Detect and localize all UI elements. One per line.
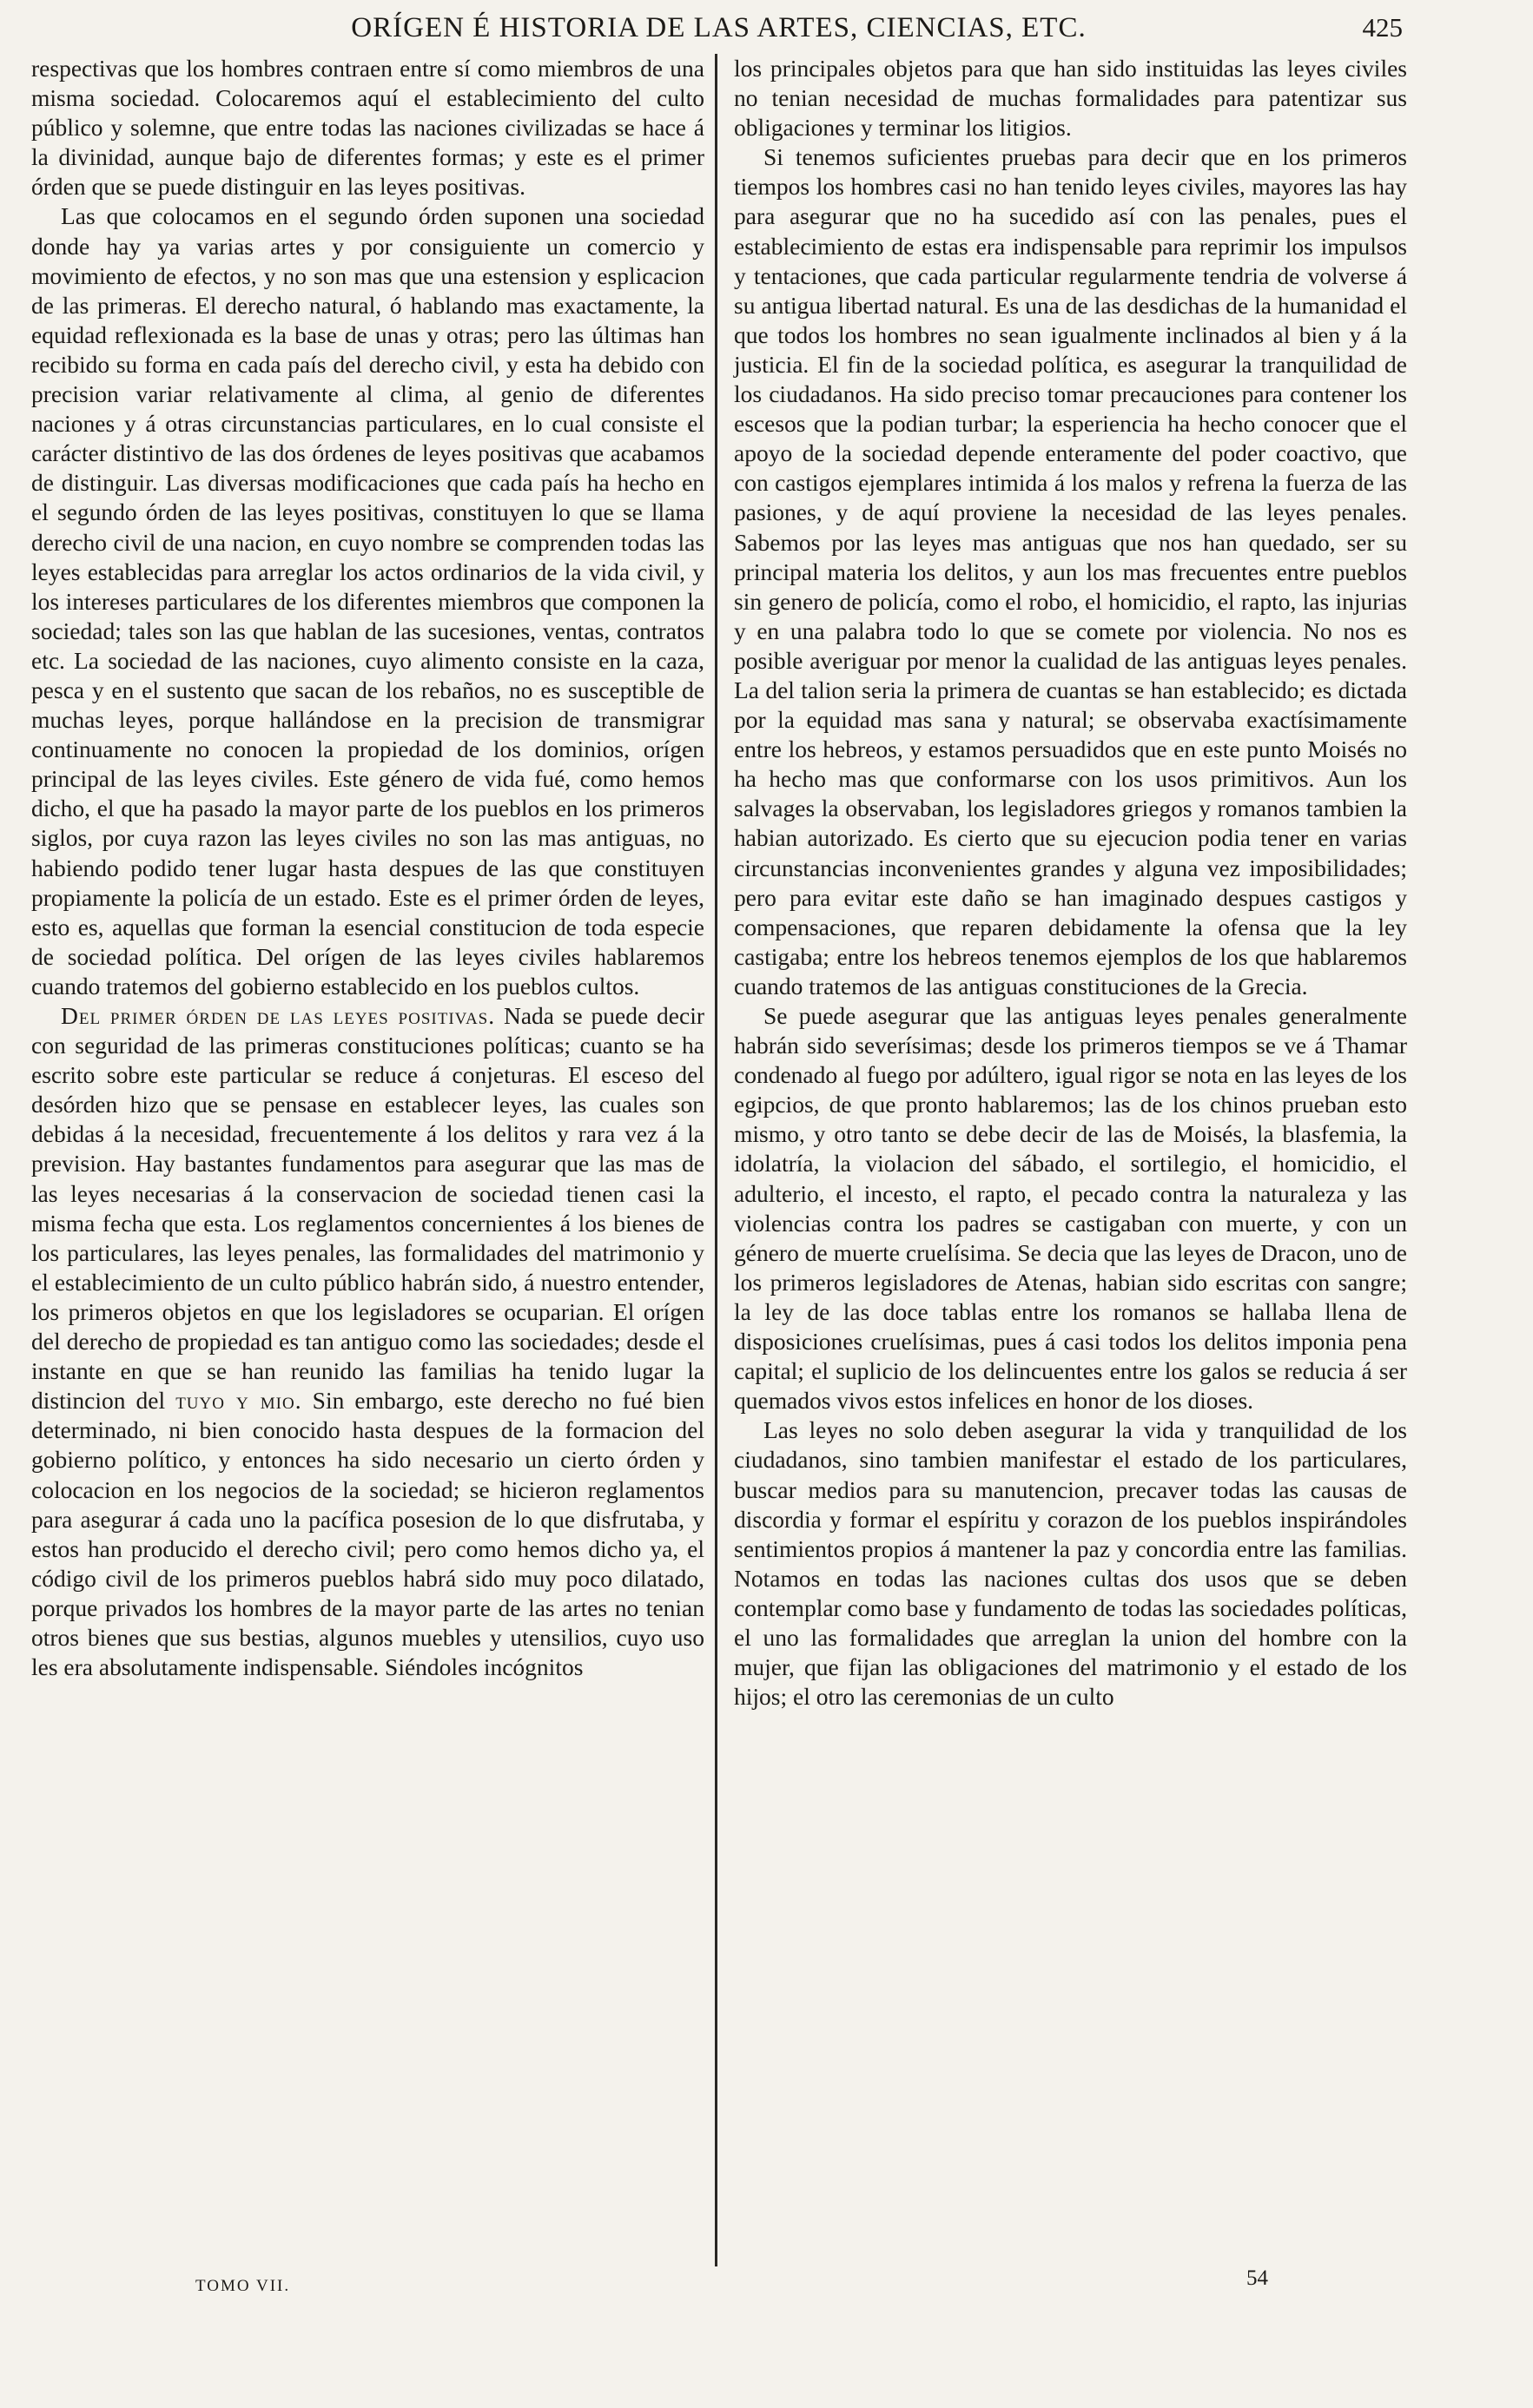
right-paragraph-2: Si tenemos suficientes pruebas para decir que en los primeros tiempos los hombres casi no han tenido leyes civiles, mayores las hay para asegurar que no ha sucedido así con las penales, pues el establecimiento de estas era indispensable para reprimir los impulsos y tentaciones, que cada particular regularmente tendria de volverse á su antigua libertad natural. Es una de las desdichas de la humanidad el que todos los hombres no sean igualmente inclinados al bien y á la justicia. El fin de la sociedad política, es asegurar la tranquilidad de los ciudadanos. Ha sido preciso tomar precauciones para contener los escesos que la podian turbar; la esperiencia ha hecho conocer que el apoyo de la sociedad depende enteramente del poder coactivo, que con castigos ejemplares intimida á los malos y refrena la fuerza de las pasiones, y de aquí proviene la necesidad de las leyes penales. Sabemos por las leyes mas antiguas que nos han quedado, ser su principal materia los delitos, y aun los mas frecuentes entre pueblos sin genero de policía, como el robo, el homicidio, el rapto, las injurias y en una palabra todo lo que se comete por violencia. No nos es posible averiguar por menor la cualidad de las antiguas leyes penales. La del talion seria la primera de cuantas se han establecido; es dictada por la equidad mas sana y natural; se observaba exactísimamente entre los hebreos, y estamos persuadidos que en este punto Moisés no ha hecho mas que conformarse con los usos primitivos. Aun los salvages la observaban, los legisladores griegos y romanos tambien la habian autorizado. Es cierto que su ejecucion podia tener en varias circunstancias inconvenientes grandes y alguna vez imposibilidades; pero para evitar este daño se han imaginado despues castigos y compensaciones, que reparen debidamente la ofensa que la ley castigaba; entre los hebreos tenemos ejemplos de los que hablaremos cuando tratemos de las antiguas constituciones de la Grecia. [734,143,1407,999]
left-paragraph-3 [31,1001,704,1682]
left-paragraph-3-text: Nada se puede decir con seguridad de las primeras constituciones políticas; cuanto se ha escrito sobre este particular se reduce á conjeturas. El esceso del desórden hizo que se pensase en establecer leyes, las cuales son debidas á la necesidad, frecuentemente á los delitos y rara vez á la prevision. Hay bastantes fundamentos para asegurar que las mas de las leyes necesarias á la conservacion de sociedad tienen casi la misma fecha que esta. Los reglamentos concernientes á los bienes de los particulares, las leyes penales, las formalidades del matrimonio y el establecimiento de un culto público habrán sido, á nuestro entender, los primeros objetos en que los legisladores se ocuparian. El orígen del derecho de propiedad es tan antiguo como las sociedades; desde el instante en que se han reunido las familias ha tenido lugar la distincion del [31,1002,704,1415]
left-paragraph-1: respectivas que los hombres contraen entre sí como miembros de una misma sociedad. Colocaremos aquí el establecimiento del culto público y solemne, que entre todas las naciones civilizadas se hace á la divinidad, aunque bajo de diferentes formas; y este es el primer órden que se puede distinguir en las leyes positivas. [31,55,704,201]
right-paragraph-1: los principales objetos para que han sido instituidas las leyes civiles no tenian necesidad de muchas formalidades para patentizar sus obligaciones y terminar los litigios. [734,55,1407,142]
right-paragraph-4: Las leyes no solo deben asegurar la vida y tranquilidad de los ciudadanos, sino tambien manifestar el estado de los particulares, buscar medios para su manutencion, precaver todas las causas de discordia y formar el espíritu y corazon de los pueblos inspirándoles sentimientos propios á mantener la paz y concordia entre las familias. Notamos en todas las naciones cultas dos usos que se deben contemplar como base y fundamento de todas las sociedades políticas, el uno las formalidades que arreglan la union del hombre con la mujer, que fijan las obligaciones del matrimonio y el estado de los hijos; el otro las ceremonias de un culto [734,1416,1407,1711]
column-divider [715,54,717,2266]
running-title: ORÍGEN É HISTORIA DE LAS ARTES, CIENCIAS, ETC. [351,12,1087,43]
right-paragraph-3: Se puede asegurar que las antiguas leyes penales generalmente habrán sido severísimas; desde los primeros tiempos se ve á Thamar condenado al fuego por adúltero, igual rigor se nota en las leyes de los egipcios, de que pronto hablaremos; las de los chinos prueban esto mismo, y otro tanto se debe decir de las de Moisés, la blasfemia, la idolatría, la violacion del sábado, el sortilegio, el homicidio, el adulterio, el incesto, el rapto, el pecado contra la naturaleza y las violencias contra los padres se castigaban con muerte, y con un género de muerte cruelísima. Se decia que las leyes de Dracon, uno de los primeros legisladores de Atenas, habian sido escritas con sangre; la ley de las doce tablas entre los romanos se hallaba llena de disposiciones cruelísimas, pues á casi todos los delitos imponia pena capital; el suplicio de los delincuentes entre los galos se reducia á ser quemados vivos estos infelices en honor de los dioses. [734,1002,1407,1415]
section-heading: Del primer órden de las leyes positivas. [61,1002,496,1029]
left-paragraph-3-cont: Sin embargo, este derecho no fué bien determinado, ni bien conocido hasta despues de la formacion del gobierno político, y entonces ha sido necesario un cierto órden y colocacion en los negocios de la sociedad; se hicieron reglamentos para asegurar á cada uno la pacífica posesion de lo que disfrutaba, y estos han producido el derecho civil; pero como hemos dicho ya, el código civil de los primeros pueblos habrá sido muy poco dilatado, porque privados los hombres de la mayor parte de las artes no tenian otros bienes que sus bestias, algunos muebles y utensilios, cuyo uso les era absolutamente indispensable. Siéndoles incógnitos [31,1387,705,1681]
page-number: 425 [1362,12,1403,43]
left-column [31,54,704,1682]
left-paragraph-2: Las que colocamos en el segundo órden suponen una sociedad donde hay ya varias artes y por consiguiente un comercio y movimiento de efectos, y no son mas que una estension y esplicacion de las primeras. El derecho natural, ó hablando mas exactamente, la equidad reflexionada es la base de unas y otras; pero las últimas han recibido su forma en cada país del derecho civil, y esta ha debido con precision variar relativamente al clima, al genio de diferentes naciones y á otras circunstancias particulares, en lo cual consiste el carácter distintivo de las dos órdenes de leyes positivas que acabamos de distinguir. Las diversas modificaciones que cada país ha hecho en el segundo órden de las leyes positivas, constituyen lo que se llama derecho civil de una nacion, en cuyo nombre se comprenden todas las leyes establecidas para arreglar los actos ordinarios de la vida civil, y los intereses particulares de los diferentes miembros que componen la sociedad; tales son las que hablan de las sucesiones, ventas, contratos etc. La sociedad de las naciones, cuyo alimento consiste en la caza, pesca y en el sustento que sacan de los rebaños, no es susceptible de muchas leyes, porque hallándose en la precision de transmigrar continuamente no conocen la propiedad de los dominios, orígen principal de las leyes civiles. Este género de vida fué, como hemos dicho, el que ha pasado la mayor parte de los pueblos en los primeros siglos, por cuya razon las leyes civiles no son las mas antiguas, no habiendo podido tener lugar hasta despues de las que constituyen propiamente la policía de un estado. Este es el primer órden de leyes, esto es, aquellas que forman la esencial constitucion de toda especie de sociedad política. Del orígen de las leyes civiles hablaremos cuando tratemos del gobierno establecido en los pueblos cultos. [31,202,704,999]
tuyo-y-mio: tuyo y mio. [175,1387,302,1415]
right-column [734,54,1407,1712]
signature-mark: 54 [1246,2266,1268,2290]
volume-label: TOMO VII. [195,2277,291,2295]
running-head [35,9,1403,47]
